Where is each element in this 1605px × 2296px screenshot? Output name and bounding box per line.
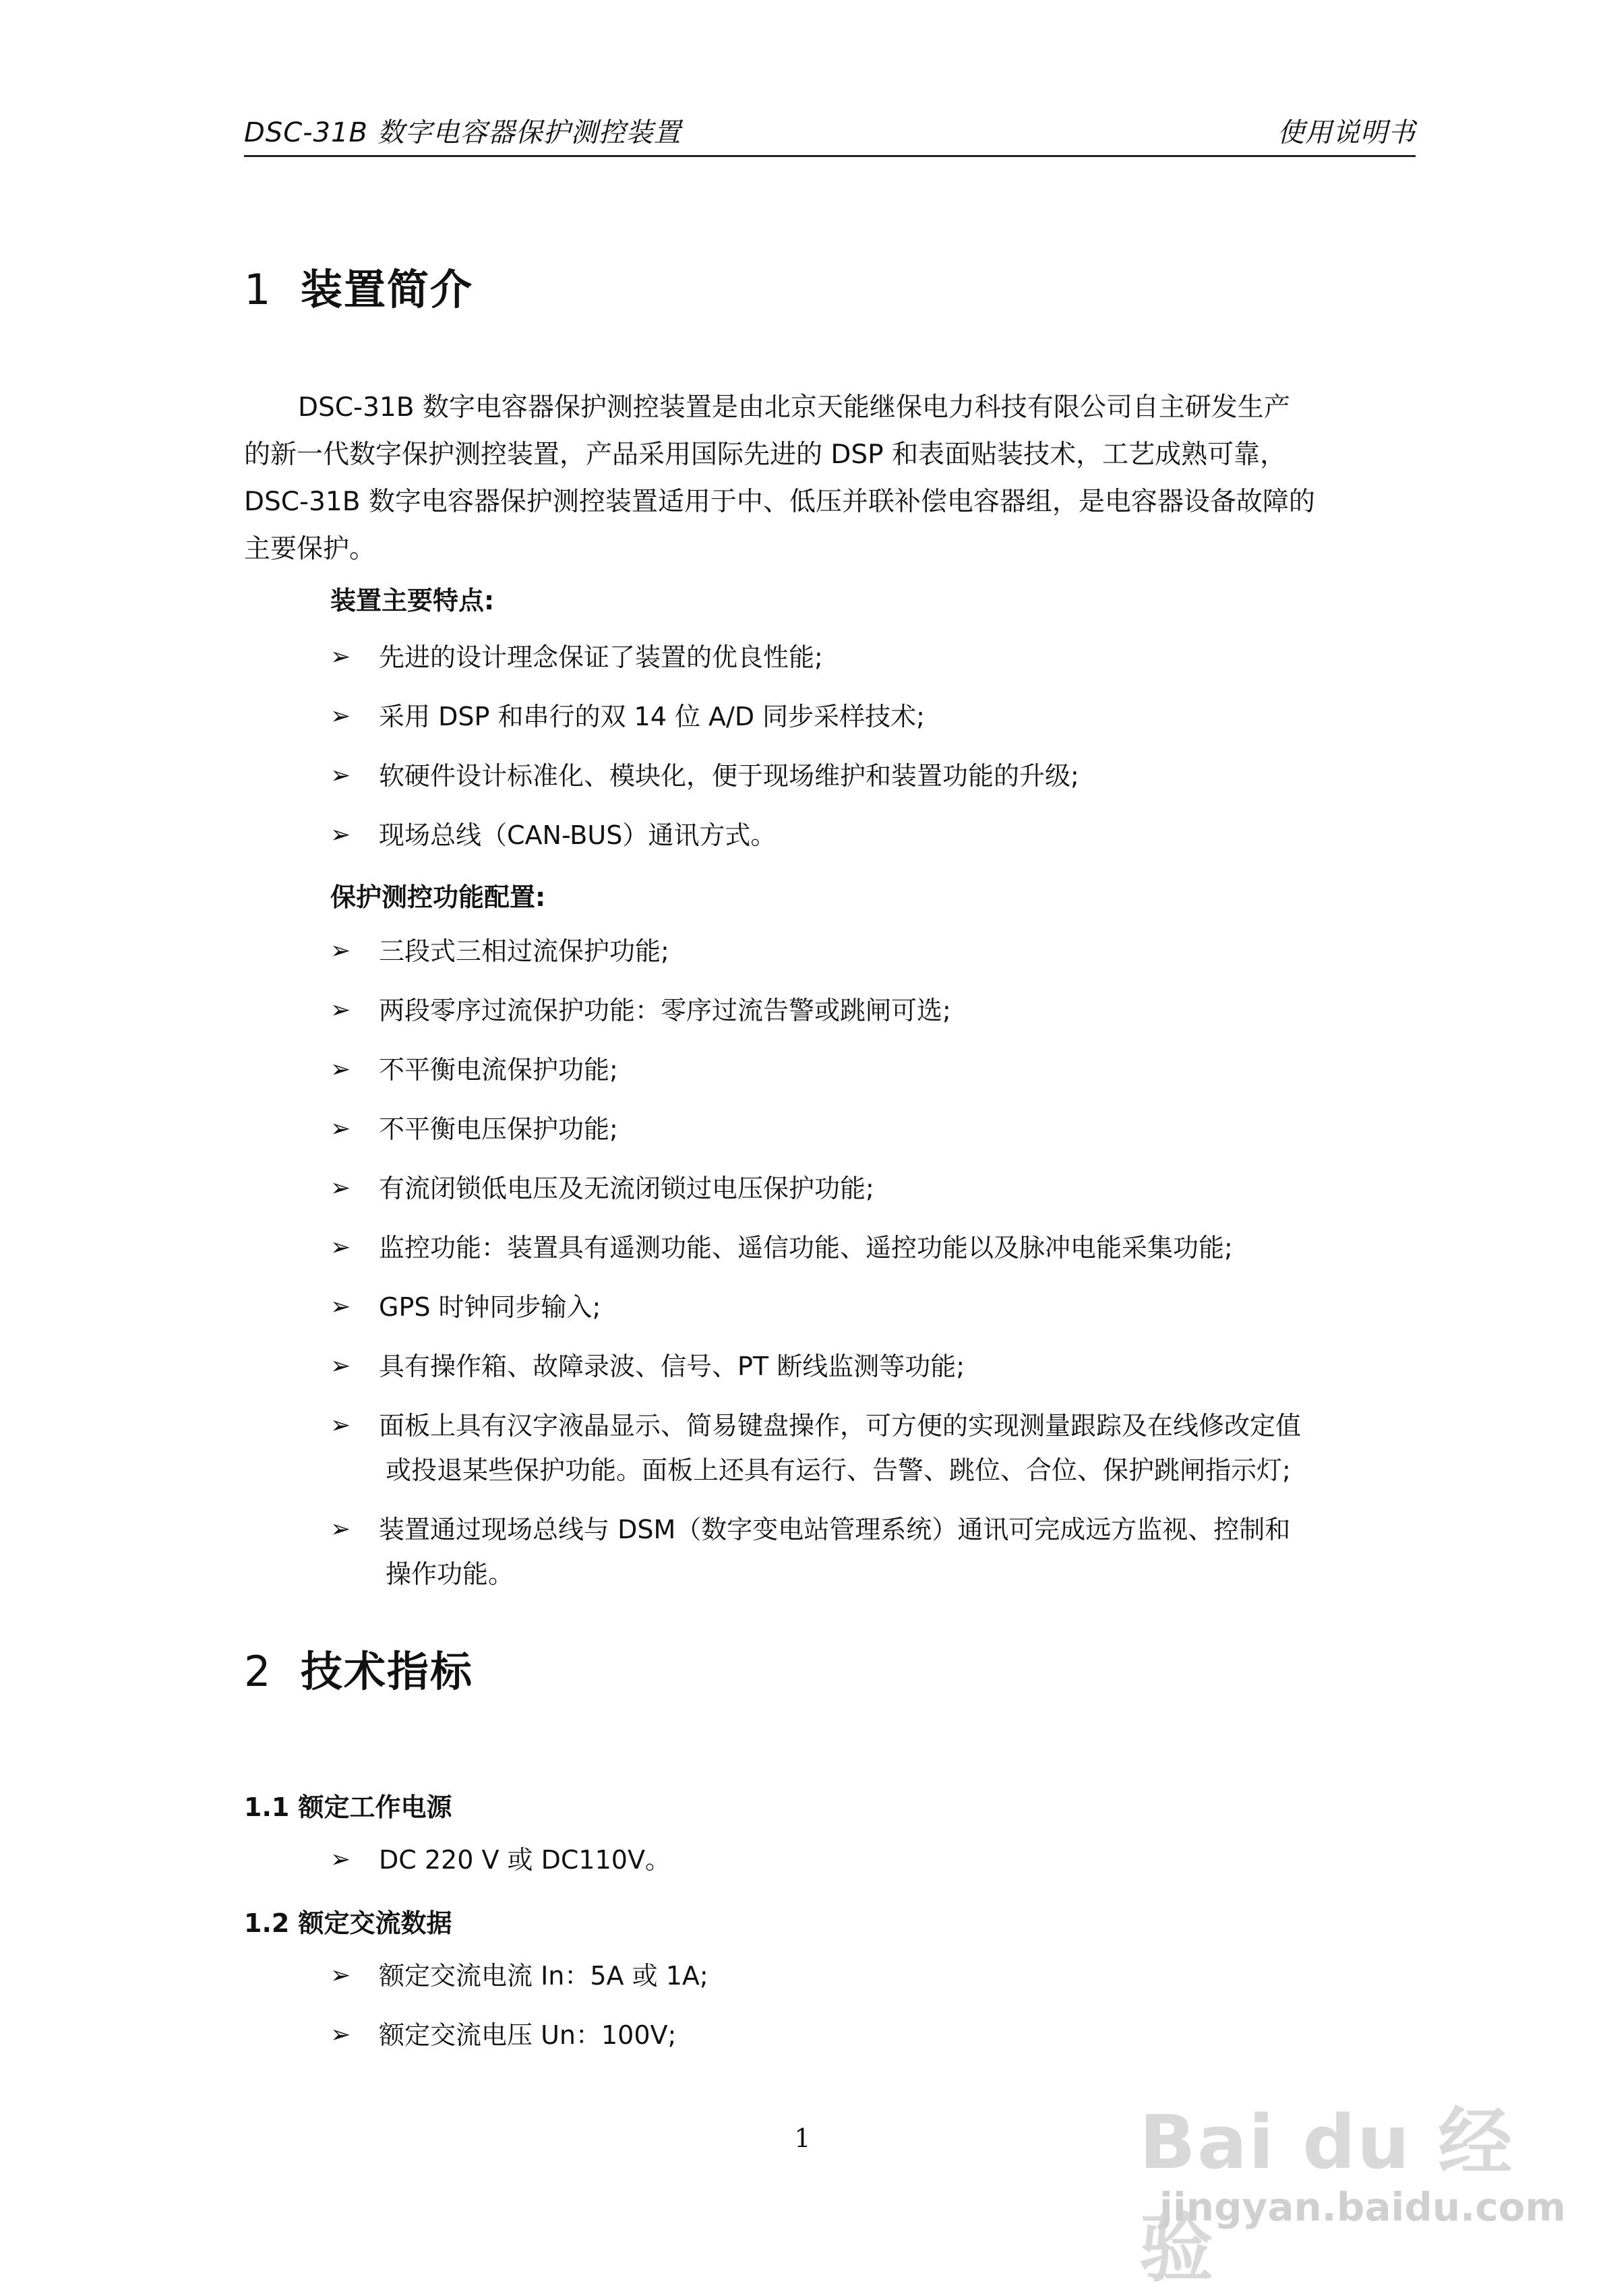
intro-line: DSC-31B 数字电容器保护测控装置适用于中、低压并联补偿电容器组，是电容器设备故障的 bbox=[244, 487, 1315, 517]
list-item: ➢ 三段式三相过流保护功能; bbox=[330, 929, 1409, 973]
bullet-arrow-icon: ➢ bbox=[330, 702, 351, 730]
section-2-heading bbox=[244, 1638, 473, 1698]
list-item: ➢ 采用 DSP 和串行的双 14 位 A/D 同步采样技术; bbox=[330, 694, 1409, 739]
list-item: ➢ 装置通过现场总线与 DSM（数字变电站管理系统）通讯可完成远方监视、控制和 操作功能。 bbox=[330, 1507, 1409, 1596]
bullet-arrow-icon: ➢ bbox=[330, 821, 351, 849]
intro-line: DSC-31B 数字电容器保护测控装置是由北京天能继保电力科技有限公司自主研发生产 bbox=[298, 392, 1290, 423]
bullet-arrow-icon: ➢ bbox=[330, 643, 351, 671]
bullet-arrow-icon: ➢ bbox=[330, 1174, 351, 1202]
watermark-url: jingyan.baidu.com bbox=[1159, 2184, 1566, 2230]
list-item: ➢ 不平衡电压保护功能; bbox=[330, 1107, 1409, 1151]
intro-line: 的新一代数字保护测控装置，产品采用国际先进的 DSP 和表面贴装技术，工艺成熟可靠， bbox=[244, 440, 1287, 470]
bullet-arrow-icon: ➢ bbox=[330, 1412, 351, 1439]
bullet-arrow-icon: ➢ bbox=[330, 2021, 351, 2049]
list-item: ➢ GPS 时钟同步输入; bbox=[330, 1285, 1409, 1329]
header-doc-type: 使用说明书 bbox=[1277, 117, 1416, 148]
bullet-arrow-icon: ➢ bbox=[330, 1352, 351, 1380]
functions-heading: 保护测控功能配置: bbox=[330, 882, 546, 912]
list-item: ➢ 额定交流电压 Un：100V; bbox=[330, 2013, 1409, 2057]
bullet-arrow-icon: ➢ bbox=[330, 1515, 351, 1543]
subsection-1-1-title: 1.1 额定工作电源 bbox=[244, 1792, 452, 1822]
header-title: DSC-31B 数字电容器保护测控装置 bbox=[244, 117, 682, 148]
list-item: ➢ 监控功能：装置具有遥测功能、遥信功能、遥控功能以及脉冲电能采集功能; bbox=[330, 1226, 1409, 1270]
bullet-arrow-icon: ➢ bbox=[330, 1846, 351, 1873]
bullet-arrow-icon: ➢ bbox=[330, 996, 351, 1024]
list-item: ➢ 现场总线（CAN-BUS）通讯方式。 bbox=[330, 813, 1409, 857]
bullet-arrow-icon: ➢ bbox=[330, 1115, 351, 1143]
bullet-arrow-icon: ➢ bbox=[330, 1293, 351, 1321]
list-item: ➢ 额定交流电流 In：5A 或 1A; bbox=[330, 1954, 1409, 1998]
list-item: ➢ 有流闭锁低电压及无流闭锁过电压保护功能; bbox=[330, 1166, 1409, 1211]
page-number: 1 bbox=[794, 2123, 811, 2153]
section-2-number: 2 bbox=[244, 1647, 272, 1696]
section-1-heading bbox=[244, 256, 473, 316]
intro-line: 主要保护。 bbox=[244, 534, 376, 564]
section-1-title: 装置简介 bbox=[301, 265, 474, 314]
bullet-arrow-icon: ➢ bbox=[330, 1962, 351, 1989]
bullet-arrow-icon: ➢ bbox=[330, 762, 351, 789]
features-heading: 装置主要特点: bbox=[330, 586, 495, 615]
baidu-logo: Bai du 经验 bbox=[1139, 2099, 1514, 2292]
list-item: ➢ 面板上具有汉字液晶显示、简易键盘操作，可方便的实现测量跟踪及在线修改定值 或投退某些保护功能。面板上还具有运行、告警、跳位、合位、保护跳闸指示灯; bbox=[330, 1403, 1409, 1492]
intro-paragraph bbox=[244, 384, 1390, 573]
list-item: ➢ 先进的设计理念保证了装置的优良性能; bbox=[330, 635, 1409, 679]
baidu-watermark bbox=[1139, 2083, 1566, 2292]
subsection-1-2-title: 1.2 额定交流数据 bbox=[244, 1908, 452, 1938]
bullet-arrow-icon: ➢ bbox=[330, 1056, 351, 1083]
list-item: ➢ DC 220 V 或 DC110V。 bbox=[330, 1838, 1409, 1882]
list-item: ➢ 具有操作箱、故障录波、信号、PT 断线监测等功能; bbox=[330, 1344, 1409, 1389]
page-header bbox=[244, 115, 1416, 157]
bullet-arrow-icon: ➢ bbox=[330, 1234, 351, 1261]
section-2-title: 技术指标 bbox=[301, 1647, 474, 1696]
list-item: ➢ 两段零序过流保护功能：零序过流告警或跳闸可选; bbox=[330, 988, 1409, 1033]
section-1-number: 1 bbox=[244, 265, 272, 314]
list-item: ➢ 软硬件设计标准化、模块化，便于现场维护和装置功能的升级; bbox=[330, 754, 1409, 798]
bullet-arrow-icon: ➢ bbox=[330, 937, 351, 965]
list-item: ➢ 不平衡电流保护功能; bbox=[330, 1048, 1409, 1092]
